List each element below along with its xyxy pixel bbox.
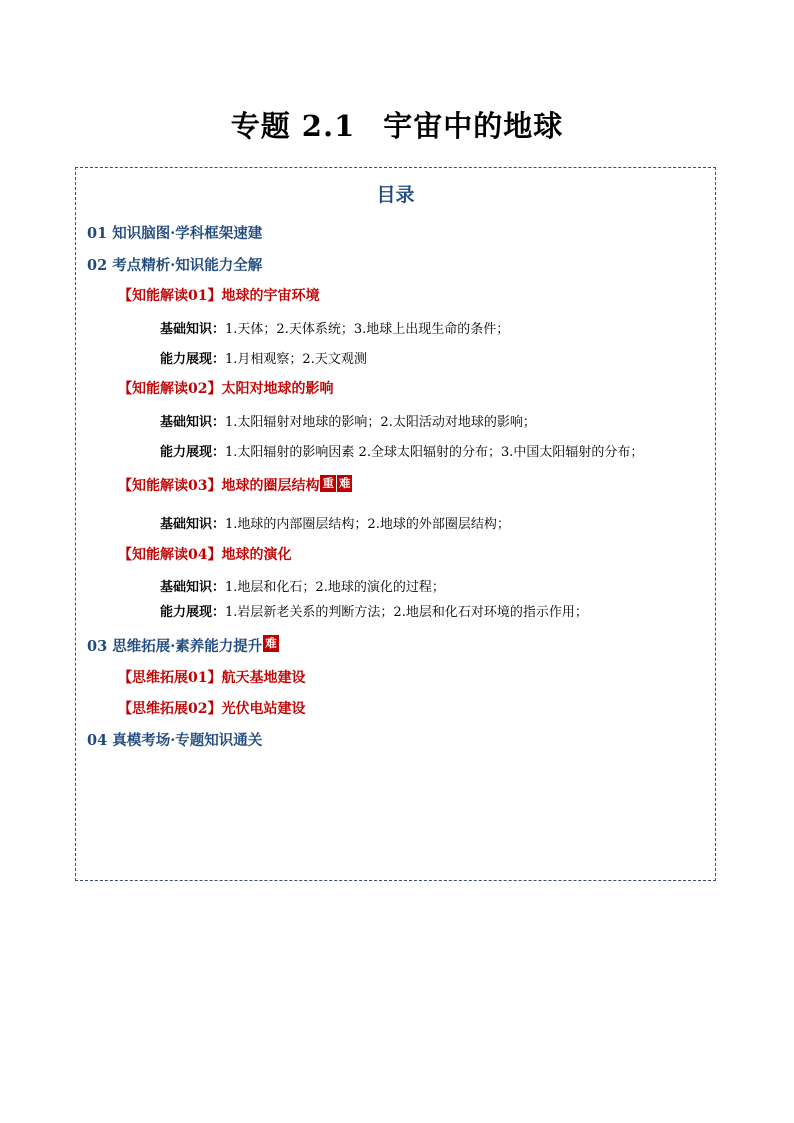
detail-label: 基础知识： <box>160 322 226 337</box>
toc-unit-02[interactable]: 【知能解读02】太阳对地球的影响 <box>118 381 334 397</box>
toc-section-03-row <box>87 635 279 656</box>
toc-detail <box>160 411 536 430</box>
toc-section-01[interactable]: 01 知识脑图·学科框架速建 <box>87 225 263 242</box>
detail-label: 能力展现： <box>160 605 226 620</box>
detail-text: 1.地球的内部圈层结构；2.地球的外部圈层结构； <box>225 517 510 532</box>
difficult-tag: 难 <box>338 476 351 490</box>
toc-detail <box>160 318 509 337</box>
detail-label: 基础知识： <box>160 517 226 532</box>
table-of-contents <box>75 167 716 881</box>
toc-section-02[interactable]: 02 考点精析·知识能力全解 <box>87 257 263 274</box>
toc-detail <box>160 601 588 620</box>
detail-label: 能力展现： <box>160 352 226 367</box>
title-topic: 宇宙中的地球 <box>383 109 564 143</box>
page-title <box>0 104 794 145</box>
important-tag: 重 <box>322 476 334 490</box>
detail-text: 1.地层和化石；2.地球的演化的过程； <box>225 580 445 595</box>
toc-section-03[interactable]: 03 思维拓展·素养能力提升 <box>87 638 263 655</box>
detail-text: 1.月相观察；2.天文观测 <box>225 352 367 367</box>
toc-heading: 目录 <box>376 184 415 206</box>
toc-unit-03[interactable]: 【知能解读03】地球的圈层结构 <box>118 478 320 494</box>
detail-label: 基础知识： <box>160 580 226 595</box>
detail-text: 1.天体；2.天体系统；3.地球上出现生命的条件； <box>225 322 510 337</box>
toc-unit-04[interactable]: 【知能解读04】地球的演化 <box>118 547 292 563</box>
toc-extension-02[interactable]: 【思维拓展02】光伏电站建设 <box>118 701 306 717</box>
detail-label: 能力展现： <box>160 445 226 460</box>
detail-text: 1.岩层新老关系的判断方法；2.地层和化石对环境的指示作用； <box>225 605 588 620</box>
toc-detail <box>160 513 510 532</box>
toc-unit-03-row <box>118 475 352 495</box>
detail-text: 1.太阳辐射的影响因素 2.全球太阳辐射的分布；3.中国太阳辐射的分布； <box>225 445 644 460</box>
difficult-tag: 难 <box>265 636 277 650</box>
detail-text: 1.太阳辐射对地球的影响；2.太阳活动对地球的影响； <box>225 415 536 430</box>
toc-detail <box>160 441 643 460</box>
toc-extension-01[interactable]: 【思维拓展01】航天基地建设 <box>118 670 306 686</box>
toc-section-04[interactable]: 04 真模考场·专题知识通关 <box>87 732 263 749</box>
toc-detail <box>160 348 367 367</box>
title-number: 专题 2.1 <box>230 109 356 143</box>
detail-label: 基础知识： <box>160 415 226 430</box>
toc-detail <box>160 576 445 595</box>
toc-unit-01[interactable]: 【知能解读01】地球的宇宙环境 <box>118 288 320 304</box>
